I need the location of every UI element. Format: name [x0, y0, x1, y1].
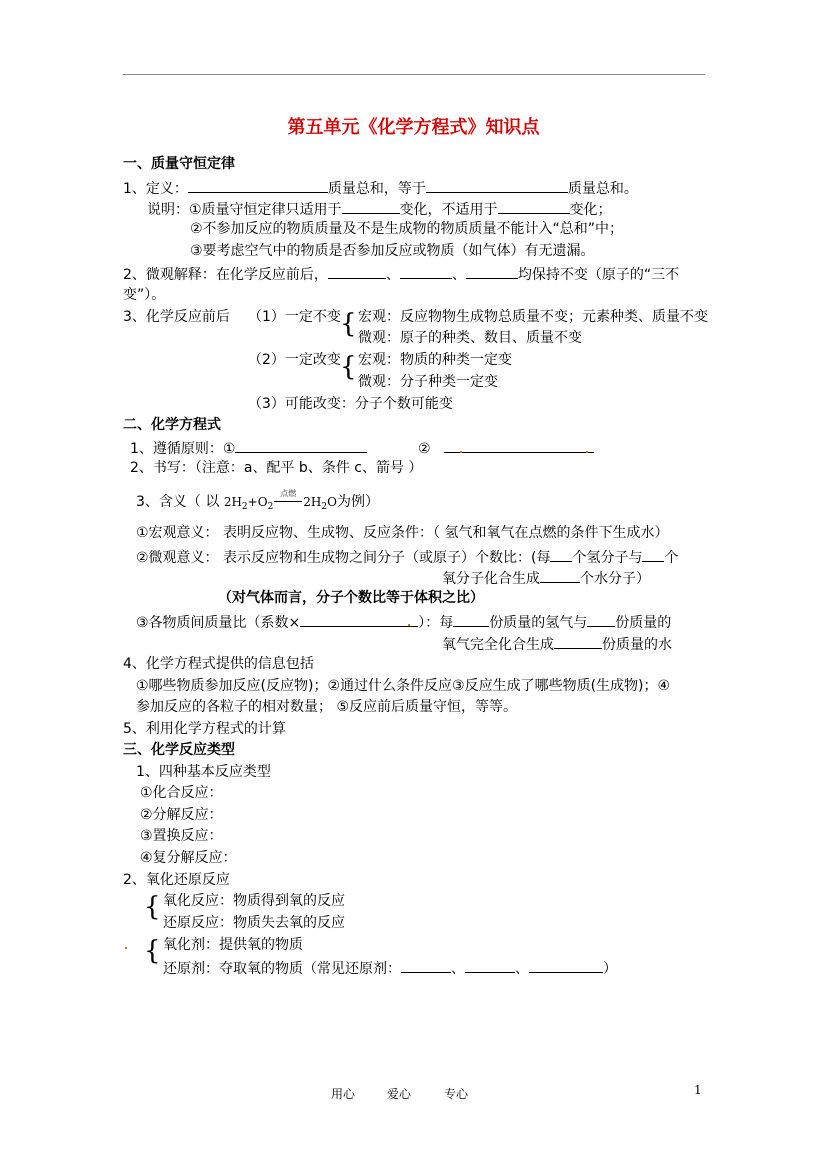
mass-text: ③各物质间质量比（系数× — [136, 615, 301, 631]
brace-icon: { — [340, 309, 357, 339]
note-line-3: ③要考虑空气中的物质是否参加反应或物质（如气体）有无遗漏。 — [190, 243, 595, 259]
blank — [466, 264, 518, 279]
separator: 、 — [515, 961, 529, 977]
meaning-text: 为例） — [336, 494, 379, 510]
reduction-reaction: 还原反应：物质失去氧的反应 — [163, 915, 345, 931]
blank — [554, 634, 602, 649]
writing-rules: 2、书写：（注意：a、配平 b、条件 c、箭号 ） — [130, 460, 423, 476]
info-line-1: ①哪些物质参加反应(反应物)；②通过什么条件反应③反应生成了哪些物质(生成物)；④ — [136, 678, 671, 694]
redox-heading: 2、氧化还原反应 — [123, 872, 230, 888]
note-text: 变化，不适用于 — [399, 202, 498, 218]
brace-icon: { — [144, 892, 161, 922]
calculation: 5、利用化学方程式的计算 — [123, 721, 286, 737]
note-text: 说明：①质量守恒定律只适用于 — [147, 202, 342, 218]
note-text: 变化； — [569, 202, 612, 218]
maybe-changed: （3）可能改变：分子个数可能变 — [248, 396, 453, 412]
mass-text: ）：每 — [418, 615, 454, 631]
micro-meaning — [136, 547, 678, 567]
blank — [529, 958, 603, 973]
follow-text: 1、遵循原则：① — [130, 441, 236, 457]
displacement-reaction: ③置换反应： — [140, 828, 223, 844]
meaning-line — [136, 489, 379, 516]
oxidation-reaction: 氧化反应：物质得到氧的反应 — [163, 893, 345, 909]
stray-mark — [408, 624, 410, 626]
header-rule — [123, 74, 705, 75]
oxidizing-agent: 氧化剂：提供氧的物质 — [163, 937, 303, 953]
mass-ratio — [136, 612, 671, 632]
blank — [401, 958, 451, 973]
footer-text-2: 爱心 — [387, 1087, 412, 1101]
decomposition-reaction: ②分解反应： — [140, 807, 223, 823]
micro-meaning-text: 氧分子化合生成 — [442, 571, 540, 587]
blank — [426, 178, 568, 193]
definition-line — [123, 178, 638, 198]
blank — [188, 178, 328, 193]
blank — [540, 568, 580, 583]
info-line-2: 参加反应的各粒子的相对数量； ⑤反应前后质量守恒，等等。 — [136, 699, 517, 715]
stray-mark — [125, 947, 127, 949]
definition-end: 质量总和。 — [567, 181, 638, 197]
mass-text: 份质量的氢气与 — [489, 615, 588, 631]
blank — [453, 612, 489, 627]
page-number: 1 — [694, 1083, 702, 1097]
separator: 、 — [451, 961, 465, 977]
gas-volume-note: （对气体而言，分子个数比等于体积之比） — [218, 590, 484, 606]
follow-text: ② — [418, 441, 431, 457]
section-heading-2: 二、化学方程式 — [123, 417, 221, 433]
micro-text: 均保持不变（原子的“三不 — [517, 267, 680, 283]
unchanged-label: （1）一定不变 — [248, 309, 341, 325]
blank — [498, 199, 570, 214]
definition-text: 质量总和，等于 — [327, 181, 426, 197]
changed-label: （2）一定改变 — [248, 352, 341, 368]
reductant-text: 还原剂：夺取氧的物质（常见还原剂： — [163, 961, 401, 977]
changed-macro: 宏观：物质的种类一定变 — [358, 352, 512, 368]
separator: 、 — [385, 267, 400, 283]
macro-meaning: ①宏观意义： 表明反应物、生成物、反应条件：（ 氢气和氧气在点燃的条件下生成水） — [136, 525, 669, 541]
before-after-label: 3、化学反应前后 — [123, 309, 230, 325]
mass-ratio-cont — [442, 634, 672, 654]
follow-principles-2 — [418, 438, 594, 458]
combination-reaction: ①化合反应： — [140, 785, 223, 801]
stray-mark — [586, 451, 588, 453]
blank — [400, 264, 452, 279]
unchanged-macro: 宏观：反应物物生成物总质量不变；元素种类、质量不变 — [358, 309, 708, 325]
info-heading: 4、化学方程式提供的信息包括 — [123, 656, 314, 672]
note-line-1 — [147, 199, 612, 219]
micro-meaning-text: 个水分子） — [580, 571, 650, 587]
footer-text-3: 专心 — [444, 1087, 469, 1101]
page-title: 第五单元《化学方程式》知识点 — [287, 117, 540, 138]
blank — [642, 547, 664, 562]
mass-text: 氧气完全化合生成 — [442, 637, 554, 653]
blank — [444, 438, 594, 453]
reaction-condition: 点燃 — [273, 493, 303, 511]
micro-text: 2、微观解释：在化学反应前后， — [123, 267, 328, 283]
double-decomposition-reaction: ④复分解反应： — [140, 850, 237, 866]
reducing-agent — [163, 958, 617, 978]
stray-mark — [460, 451, 462, 453]
blank — [342, 199, 400, 214]
reductant-text: ） — [603, 961, 617, 977]
note-line-2: ②不参加反应的物质质量及不是生成物的物质质量不能计入“总和”中； — [190, 221, 624, 237]
micro-meaning-text: ②微观意义： 表示反应物和生成物之间分子（或原子）个数比：(每 — [136, 550, 551, 566]
micro-meaning-cont — [442, 568, 650, 588]
meaning-text: 3、含义（ 以 — [136, 494, 220, 510]
blank — [465, 958, 515, 973]
blank — [550, 547, 572, 562]
blank — [235, 438, 367, 453]
brace-icon: { — [340, 352, 357, 382]
micro-explanation — [123, 264, 679, 284]
unchanged-micro: 微观：原子的种类、数目、质量不变 — [358, 330, 582, 346]
follow-principles — [130, 438, 367, 458]
footer-text-1: 用心 — [331, 1087, 356, 1101]
brace-icon: { — [144, 936, 161, 966]
micro-meaning-text: 个 — [664, 550, 679, 566]
blank — [300, 612, 418, 627]
blank — [587, 612, 615, 627]
micro-meaning-text: 个氢分子与 — [572, 550, 643, 566]
changed-micro: 微观：分子种类一定变 — [358, 374, 498, 390]
definition-label: 1、定义： — [123, 181, 188, 197]
basic-types: 1、四种基本反应类型 — [136, 764, 271, 780]
blank — [328, 264, 386, 279]
micro-explanation-cont: 变”）。 — [123, 287, 166, 303]
mass-text: 份质量的 — [615, 615, 672, 631]
example-equation: $2H_2+O_2$ 点燃 $2H_2O$ — [223, 489, 337, 512]
section-heading-1: 一、质量守恒定律 — [123, 156, 235, 172]
mass-text: 份质量的水 — [602, 637, 672, 653]
separator: 、 — [451, 267, 466, 283]
section-heading-3: 三、化学反应类型 — [123, 742, 235, 758]
